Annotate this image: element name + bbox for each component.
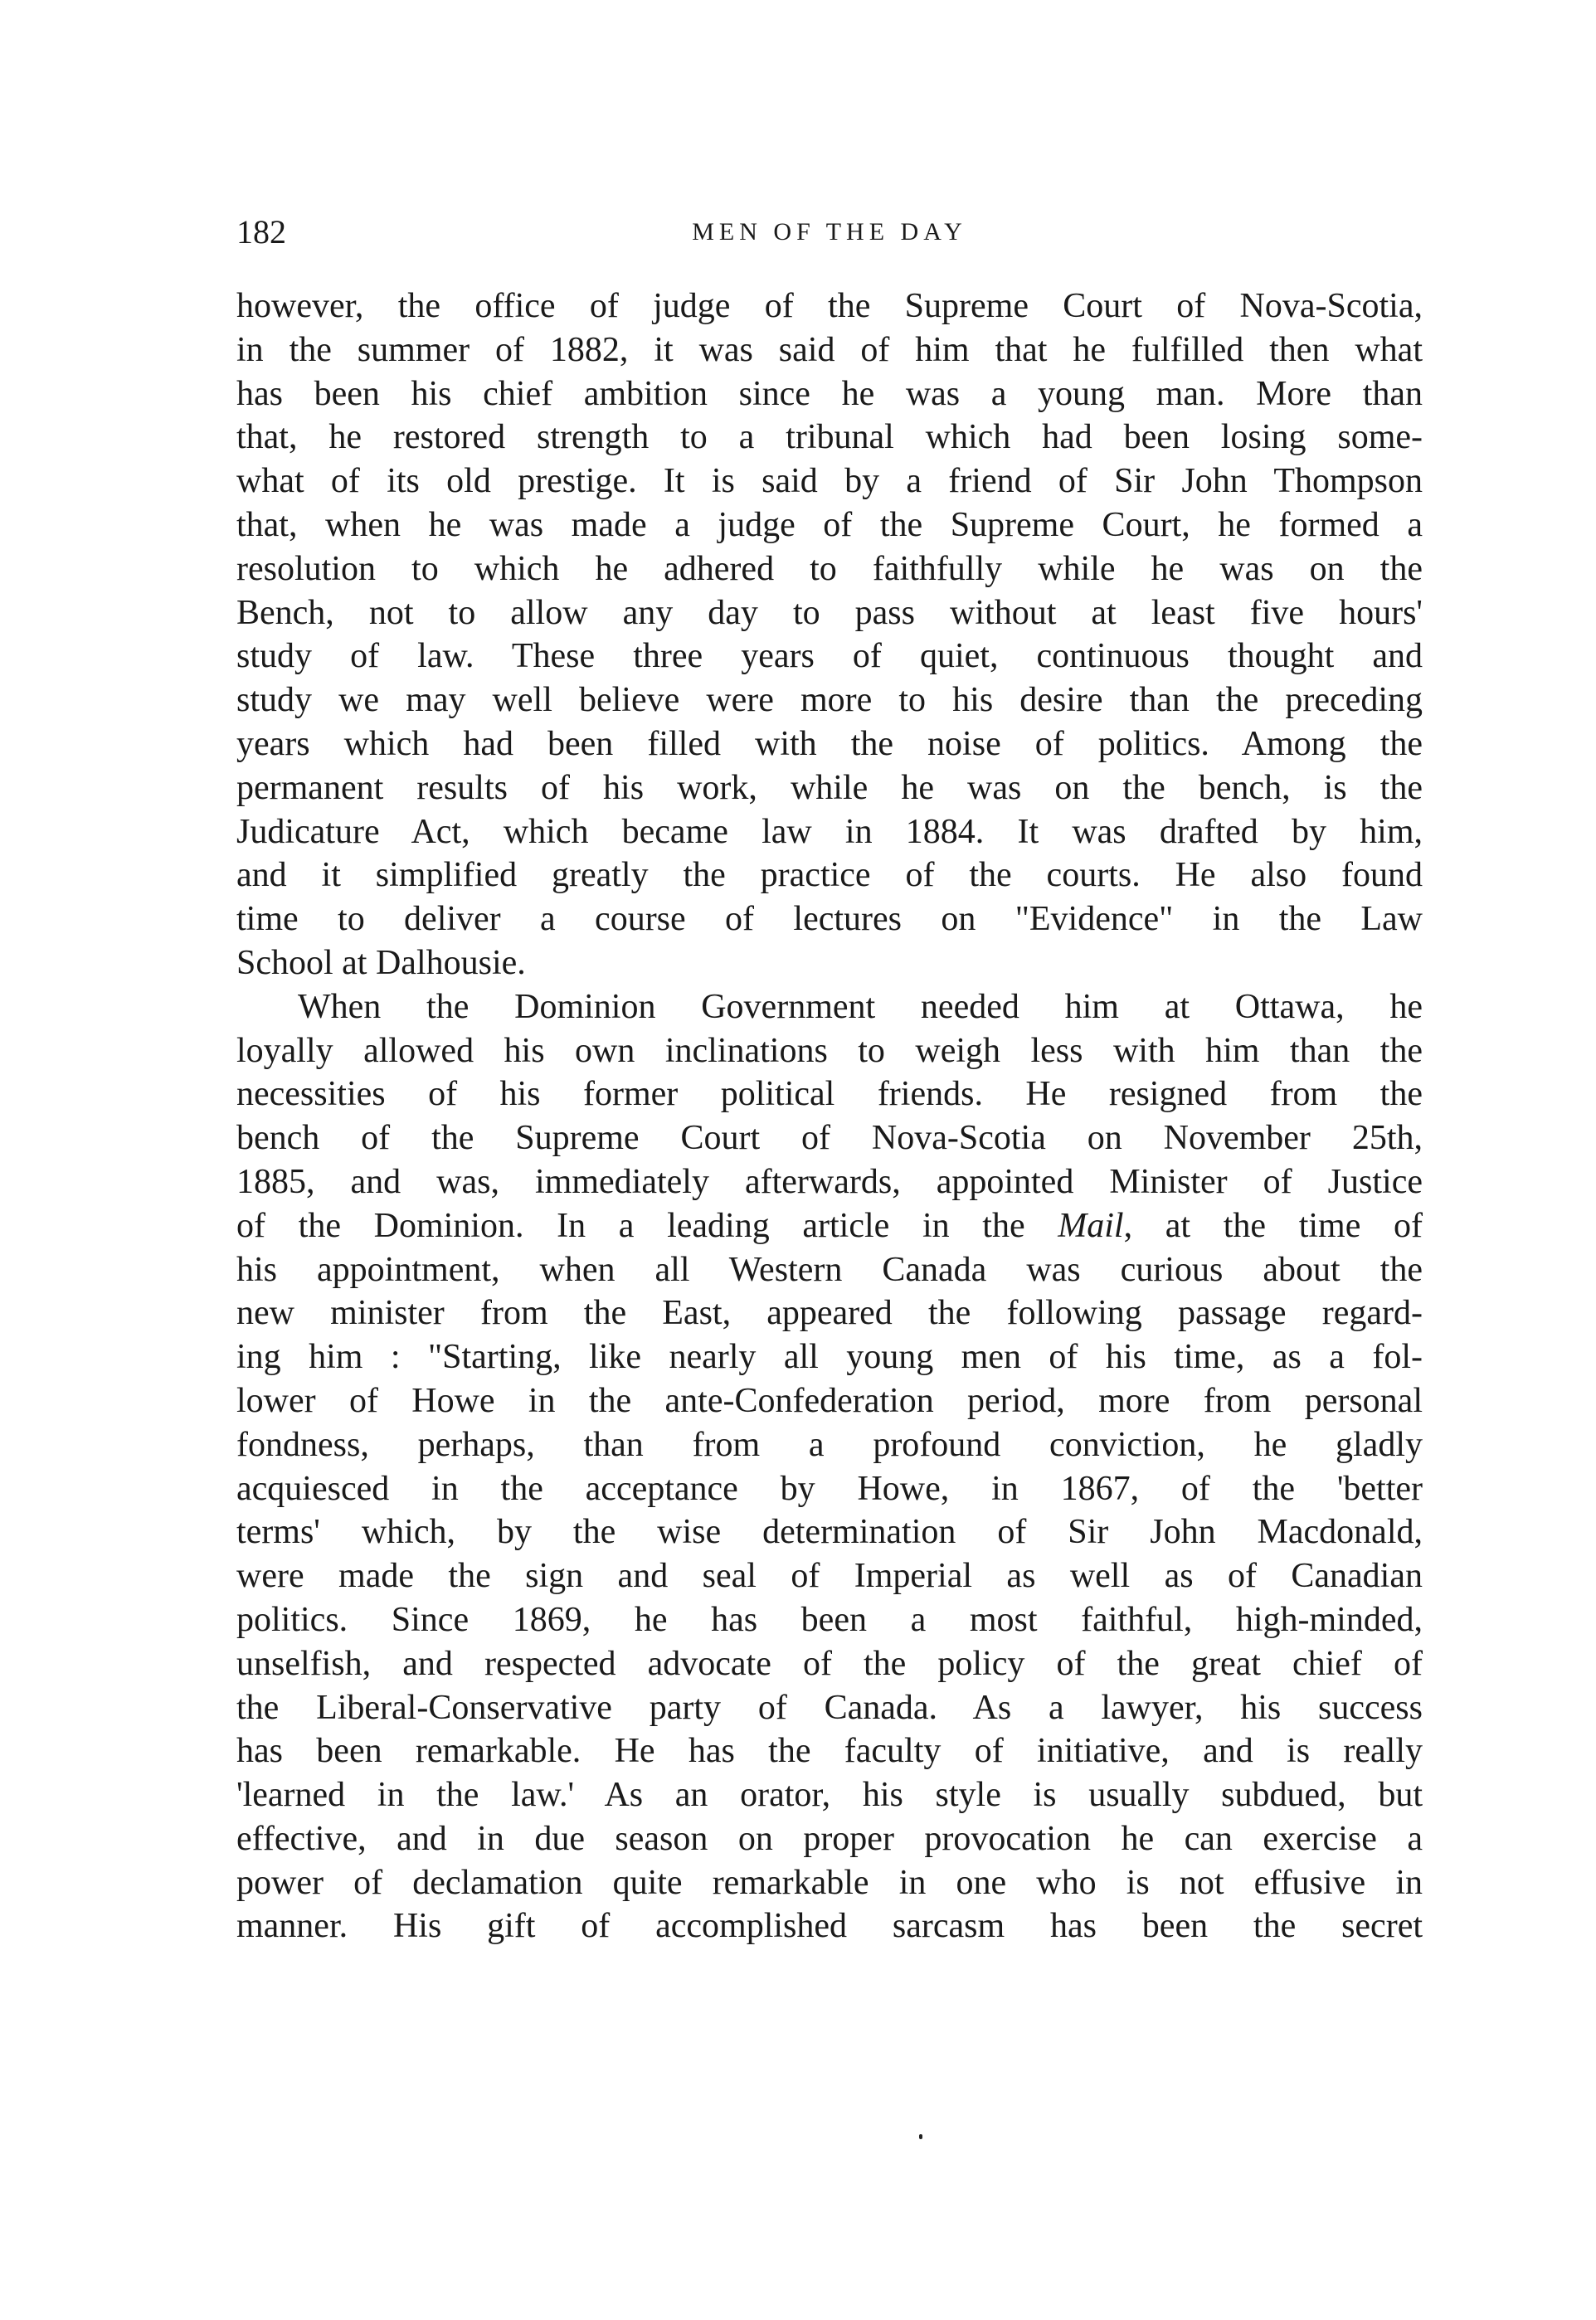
text-line: terms' which, by the wise determination of Sir John Macdonald, (236, 1513, 1423, 1552)
text-line: unselfish, and respected advocate of the policy of the great chief of (236, 1644, 1423, 1683)
text-line: that, he restored strength to a tribunal which had been losing some- (236, 418, 1423, 457)
page-number: 182 (236, 213, 286, 250)
text-line: School at Dalhousie. (236, 943, 526, 982)
text-line: ing him : "Starting, like nearly all young men of his time, as a fol- (236, 1338, 1423, 1377)
text-line: loyally allowed his own inclinations to weigh less with him than the (236, 1031, 1423, 1070)
text-line: acquiesced in the acceptance by Howe, in 1867, of the 'better (236, 1469, 1423, 1508)
text-line: in the summer of 1882, it was said of him that he fulfilled then what (236, 330, 1423, 369)
text-line: politics. Since 1869, he has been a most faithful, high-minded, (236, 1600, 1423, 1639)
text-line: Judicature Act, which became law in 1884. It was drafted by him, (236, 812, 1423, 851)
text-line: 'learned in the law.' As an orator, his style is usually subdued, but (236, 1776, 1423, 1815)
text-line: 1885, and was, immediately afterwards, appointed Minister of Justice (236, 1162, 1423, 1201)
body-text (236, 285, 1423, 1948)
ink-speck (919, 2134, 922, 2139)
text-line: new minister from the East, appeared the following passage regard- (236, 1294, 1423, 1333)
text-line: power of declamation quite remarkable in one who is not effusive in (236, 1863, 1423, 1902)
text-line: study of law. These three years of quiet, continuous thought and (236, 637, 1423, 676)
text-line: and it simplified greatly the practice of the courts. He also found (236, 856, 1423, 895)
text-line-with-italic (236, 1204, 1423, 1248)
text-line: Bench, not to allow any day to pass without at least five hours' (236, 593, 1423, 632)
text-line: however, the office of judge of the Supreme Court of Nova-Scotia, (236, 287, 1423, 325)
text-line: resolution to which he adhered to faithfully while he was on the (236, 549, 1423, 588)
text-line: effective, and in due season on proper provocation he can exercise a (236, 1819, 1423, 1858)
text-line: that, when he was made a judge of the Supreme Court, he formed a (236, 505, 1423, 544)
text-line: study we may well believe were more to his desire than the preceding (236, 681, 1423, 720)
text-line: bench of the Supreme Court of Nova-Scotia on November 25th, (236, 1119, 1423, 1158)
text-line: what of its old prestige. It is said by a friend of Sir John Thompson (236, 462, 1423, 501)
newspaper-title: Mail (1058, 1206, 1124, 1245)
text-line: When the Dominion Government needed him at Ottawa, he (298, 987, 1423, 1026)
text-line: permanent results of his work, while he was on the bench, is the (236, 768, 1423, 807)
line-segment: of the Dominion. In a leading article in the (236, 1206, 1058, 1245)
text-line: years which had been filled with the noise of politics. Among the (236, 724, 1423, 763)
paragraph-1 (236, 285, 1423, 985)
paragraph-2 (236, 985, 1423, 1949)
running-head (236, 212, 1423, 253)
text-line: the Liberal-Conservative party of Canada. As a lawyer, his success (236, 1688, 1423, 1727)
text-line: time to deliver a course of lectures on "Evidence" in the Law (236, 900, 1423, 939)
text-line: fondness, perhaps, than from a profound conviction, he gladly (236, 1425, 1423, 1464)
text-line: lower of Howe in the ante-Confederation period, more from personal (236, 1381, 1423, 1420)
text-line: has been his chief ambition since he was a young man. More than (236, 374, 1423, 413)
running-title: MEN OF THE DAY (692, 218, 967, 246)
text-line: were made the sign and seal of Imperial as well as of Canadian (236, 1557, 1423, 1596)
line-segment: , at the time of (1123, 1206, 1423, 1245)
text-line: his appointment, when all Western Canada was curious about the (236, 1250, 1423, 1289)
text-line: manner. His gift of accomplished sarcasm has been the secret (236, 1907, 1423, 1946)
text-line: necessities of his former political friends. He resigned from the (236, 1075, 1423, 1114)
text-line: has been remarkable. He has the faculty of initiative, and is really (236, 1732, 1423, 1771)
